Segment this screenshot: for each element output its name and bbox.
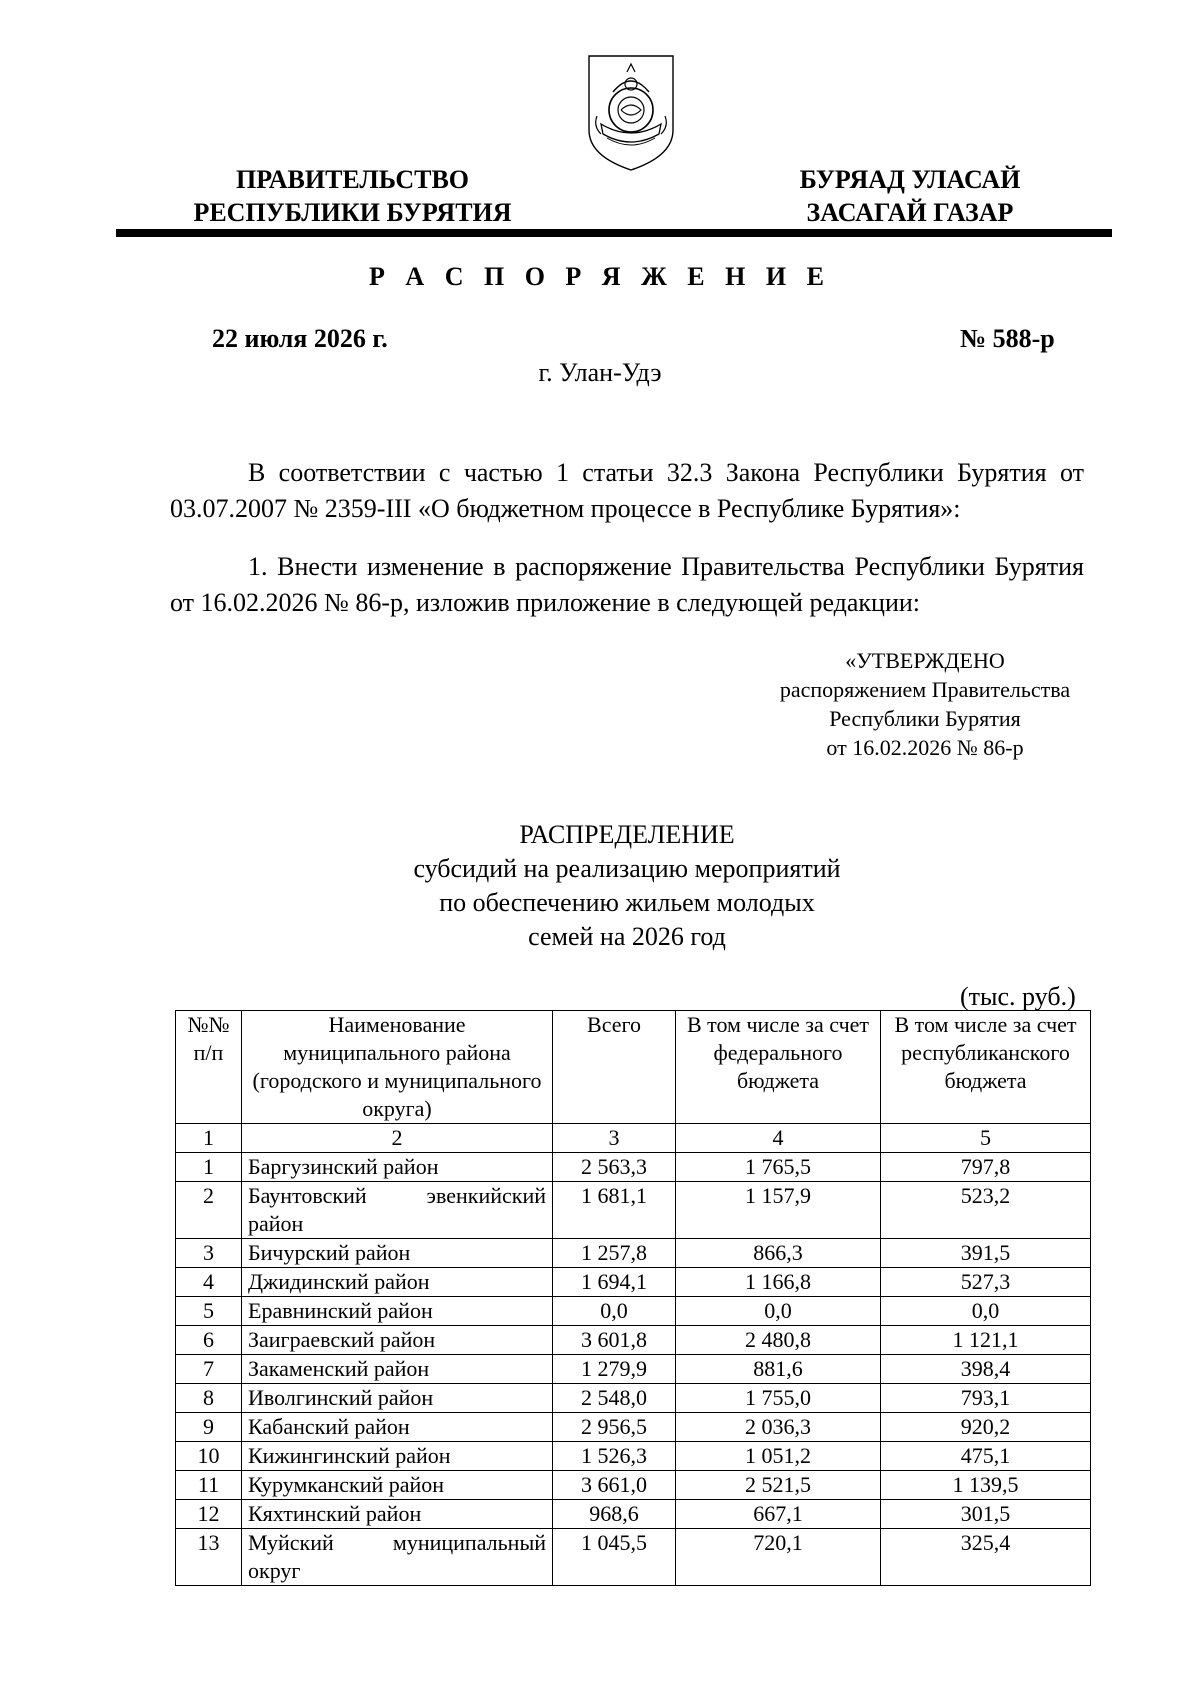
heading-line4: семей на 2026 год (528, 922, 726, 951)
row-federal: 866,3 (676, 1239, 881, 1268)
row-total: 1 279,9 (553, 1355, 676, 1384)
row-number: 7 (176, 1355, 242, 1384)
table-row (176, 1471, 1091, 1500)
row-number: 6 (176, 1326, 242, 1355)
table-row (176, 1384, 1091, 1413)
document-date: 22 июля 2026 г. (212, 324, 388, 353)
heading-line2: субсидий на реализацию мероприятий (413, 854, 841, 883)
row-republic: 325,4 (881, 1529, 1091, 1586)
header-name: Наименование муниципального района (городского и муниципального округа) (242, 1011, 553, 1124)
row-federal: 720,1 (676, 1529, 881, 1586)
row-number: 3 (176, 1239, 242, 1268)
row-total: 0,0 (553, 1297, 676, 1326)
col-number: 4 (676, 1124, 881, 1153)
col-number: 3 (553, 1124, 676, 1153)
table-row (176, 1239, 1091, 1268)
row-total: 3 661,0 (553, 1471, 676, 1500)
row-total: 3 601,8 (553, 1326, 676, 1355)
row-federal: 1 765,5 (676, 1153, 881, 1182)
table-row (176, 1500, 1091, 1529)
row-total: 2 563,3 (553, 1153, 676, 1182)
paragraph-preamble: В соответствии с частью 1 статьи 32.3 Закона Республики Бурятия от 03.07.2007 № 2359-III «О бюджетном процессе в Республике Бурятия»: (170, 458, 1084, 523)
row-republic: 301,5 (881, 1500, 1091, 1529)
heading-line3: по обеспечению жильем молодых (439, 888, 815, 917)
row-total: 2 548,0 (553, 1384, 676, 1413)
row-number: 9 (176, 1413, 242, 1442)
document-type: Р А С П О Р Я Ж Е Н И Е (369, 262, 831, 291)
column-number-row (176, 1124, 1091, 1153)
row-total: 2 956,5 (553, 1413, 676, 1442)
row-number: 11 (176, 1471, 242, 1500)
table-row (176, 1529, 1091, 1586)
row-republic: 797,8 (881, 1153, 1091, 1182)
header-left-line1: ПРАВИТЕЛЬСТВО (235, 165, 470, 194)
table-heading (0, 818, 1200, 954)
row-district-name: Закаменский район (242, 1355, 553, 1384)
row-total: 1 526,3 (553, 1442, 676, 1471)
table-row (176, 1182, 1091, 1239)
row-republic: 793,1 (881, 1384, 1091, 1413)
row-number: 8 (176, 1384, 242, 1413)
header-right (745, 163, 1075, 229)
row-total: 1 045,5 (553, 1529, 676, 1586)
row-number: 4 (176, 1268, 242, 1297)
approval-stamp (760, 646, 1090, 762)
header-left-line2: РЕСПУБЛИКИ БУРЯТИЯ (193, 198, 512, 227)
header-right-line2: ЗАСАГАЙ ГАЗАР (806, 198, 1014, 227)
table-row (176, 1442, 1091, 1471)
row-district-name: Муйский муниципальный округ (242, 1529, 553, 1586)
header-republic: В том числе за счет республиканского бюджета (881, 1011, 1091, 1124)
row-district-name: Кижингинский район (242, 1442, 553, 1471)
document-number: № 588-р (960, 324, 1055, 353)
table-row (176, 1153, 1091, 1182)
approval-line4: от 16.02.2026 № 86-р (826, 735, 1024, 760)
row-total: 1 694,1 (553, 1268, 676, 1297)
row-total: 1 681,1 (553, 1182, 676, 1239)
table-row (176, 1268, 1091, 1297)
row-federal: 667,1 (676, 1500, 881, 1529)
row-republic: 0,0 (881, 1297, 1091, 1326)
paragraph-item-1: 1. Внести изменение в распоряжение Правительства Республики Бурятия от 16.02.2026 № 86-р, изложив приложение в следующей редакции: (170, 552, 1084, 617)
row-district-name: Курумканский район (242, 1471, 553, 1500)
row-republic: 1 121,1 (881, 1326, 1091, 1355)
row-federal: 1 755,0 (676, 1384, 881, 1413)
col-number: 1 (176, 1124, 242, 1153)
row-total: 1 257,8 (553, 1239, 676, 1268)
table-row (176, 1297, 1091, 1326)
row-district-name: Еравнинский район (242, 1297, 553, 1326)
row-district-name: Заиграевский район (242, 1326, 553, 1355)
row-district-name: Кяхтинский район (242, 1500, 553, 1529)
row-number: 1 (176, 1153, 242, 1182)
row-republic: 920,2 (881, 1413, 1091, 1442)
row-republic: 391,5 (881, 1239, 1091, 1268)
coat-of-arms-icon (583, 52, 679, 174)
col-number: 5 (881, 1124, 1091, 1153)
row-republic: 523,2 (881, 1182, 1091, 1239)
row-federal: 881,6 (676, 1355, 881, 1384)
row-total: 968,6 (553, 1500, 676, 1529)
row-republic: 398,4 (881, 1355, 1091, 1384)
header-right-line1: БУРЯАД УЛАСАЙ (799, 165, 1021, 194)
header-num: №№ п/п (176, 1011, 242, 1124)
row-district-name: Баргузинский район (242, 1153, 553, 1182)
row-district-name: Джидинский район (242, 1268, 553, 1297)
row-number: 5 (176, 1297, 242, 1326)
row-number: 13 (176, 1529, 242, 1586)
subsidy-table (175, 1010, 1091, 1586)
table-row (176, 1413, 1091, 1442)
row-republic: 475,1 (881, 1442, 1091, 1471)
header-total: Всего (553, 1011, 676, 1124)
row-district-name: Иволгинский район (242, 1384, 553, 1413)
row-federal: 2 521,5 (676, 1471, 881, 1500)
row-republic: 527,3 (881, 1268, 1091, 1297)
approval-line1: «УТВЕРЖДЕНО (845, 648, 1005, 673)
row-district-name: Кабанский район (242, 1413, 553, 1442)
row-federal: 1 157,9 (676, 1182, 881, 1239)
header-federal: В том числе за счет федерального бюджета (676, 1011, 881, 1124)
table-row (176, 1355, 1091, 1384)
header-divider (116, 229, 1112, 237)
heading-line1: РАСПРЕДЕЛЕНИЕ (519, 820, 735, 849)
document-city: г. Улан-Удэ (538, 358, 662, 387)
table-header-row (176, 1011, 1091, 1124)
units-label: (тыс. руб.) (960, 982, 1076, 1011)
row-number: 10 (176, 1442, 242, 1471)
approval-line2: распоряжением Правительства (779, 677, 1071, 702)
row-federal: 1 166,8 (676, 1268, 881, 1297)
row-republic: 1 139,5 (881, 1471, 1091, 1500)
row-federal: 0,0 (676, 1297, 881, 1326)
row-district-name: Баунтовский эвенкийский район (242, 1182, 553, 1239)
row-federal: 2 036,3 (676, 1413, 881, 1442)
row-federal: 1 051,2 (676, 1442, 881, 1471)
row-number: 12 (176, 1500, 242, 1529)
header-left (140, 163, 565, 229)
row-district-name: Бичурский район (242, 1239, 553, 1268)
row-federal: 2 480,8 (676, 1326, 881, 1355)
approval-line3: Республики Бурятия (829, 706, 1021, 731)
row-number: 2 (176, 1182, 242, 1239)
col-number: 2 (242, 1124, 553, 1153)
table-row (176, 1326, 1091, 1355)
